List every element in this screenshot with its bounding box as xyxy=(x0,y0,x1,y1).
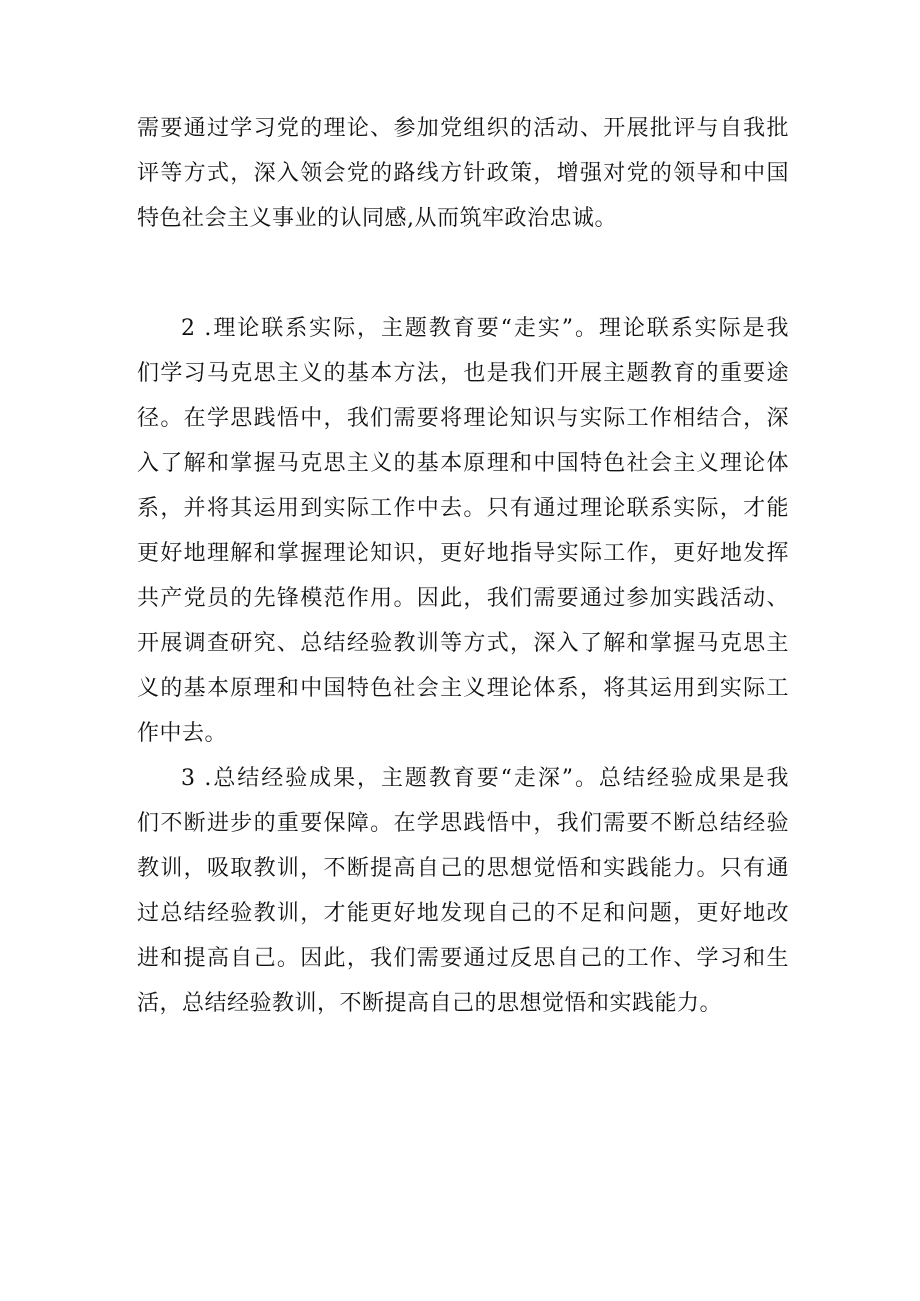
text-line: 作中去。 xyxy=(137,721,228,746)
text-line: 教训，吸取教训，不断提高自己的思想觉悟和实践能力。只有通 xyxy=(137,856,789,881)
text-line: 进和提高自己。因此，我们需要通过反思自己的工作、学习和生 xyxy=(137,946,789,971)
text-line: 开展调查研究、总结经验教训等方式，深入了解和掌握马克思主 xyxy=(137,631,789,656)
text-line: 活，总结经验教训，不断提高自己的思想觉悟和实践能力。 xyxy=(137,991,723,1016)
text-line: 需要通过学习党的理论、参加党组织的活动、开展批评与自我批 xyxy=(137,116,789,141)
section-heading-line: 2 .理论联系实际，主题教育要“走实”。理论联系实际是我 xyxy=(181,316,789,341)
text-line: 系，并将其运用到实际工作中去。只有通过理论联系实际，才能 xyxy=(137,496,789,521)
text-line: 入了解和掌握马克思主义的基本原理和中国特色社会主义理论体 xyxy=(137,451,789,476)
text-line: 径。在学思践悟中，我们需要将理论知识与实际工作相结合，深 xyxy=(137,406,789,431)
paragraph-section-2 xyxy=(137,306,789,756)
paragraph-section-3 xyxy=(137,756,789,1026)
text-line: 过总结经验教训，才能更好地发现自己的不足和问题，更好地改 xyxy=(137,901,789,926)
section-heading-line: 3 .总结经验成果，主题教育要“走深”。总结经验成果是我 xyxy=(181,766,789,791)
paragraph-continuation xyxy=(137,106,789,241)
text-line: 们不断进步的重要保障。在学思践悟中，我们需要不断总结经验 xyxy=(137,811,789,836)
text-line: 义的基本原理和中国特色社会主义理论体系，将其运用到实际工 xyxy=(137,676,789,701)
text-line: 更好地理解和掌握理论知识，更好地指导实际工作，更好地发挥 xyxy=(137,541,789,566)
text-line: 特色社会主义事业的认同感,从而筑牢政治忠诚。 xyxy=(137,206,617,231)
text-line: 们学习马克思主义的基本方法，也是我们开展主题教育的重要途 xyxy=(137,361,789,386)
text-line: 评等方式，深入领会党的路线方针政策，增强对党的领导和中国 xyxy=(137,161,789,186)
text-line: 共产党员的先锋模范作用。因此，我们需要通过参加实践活动、 xyxy=(137,586,789,611)
